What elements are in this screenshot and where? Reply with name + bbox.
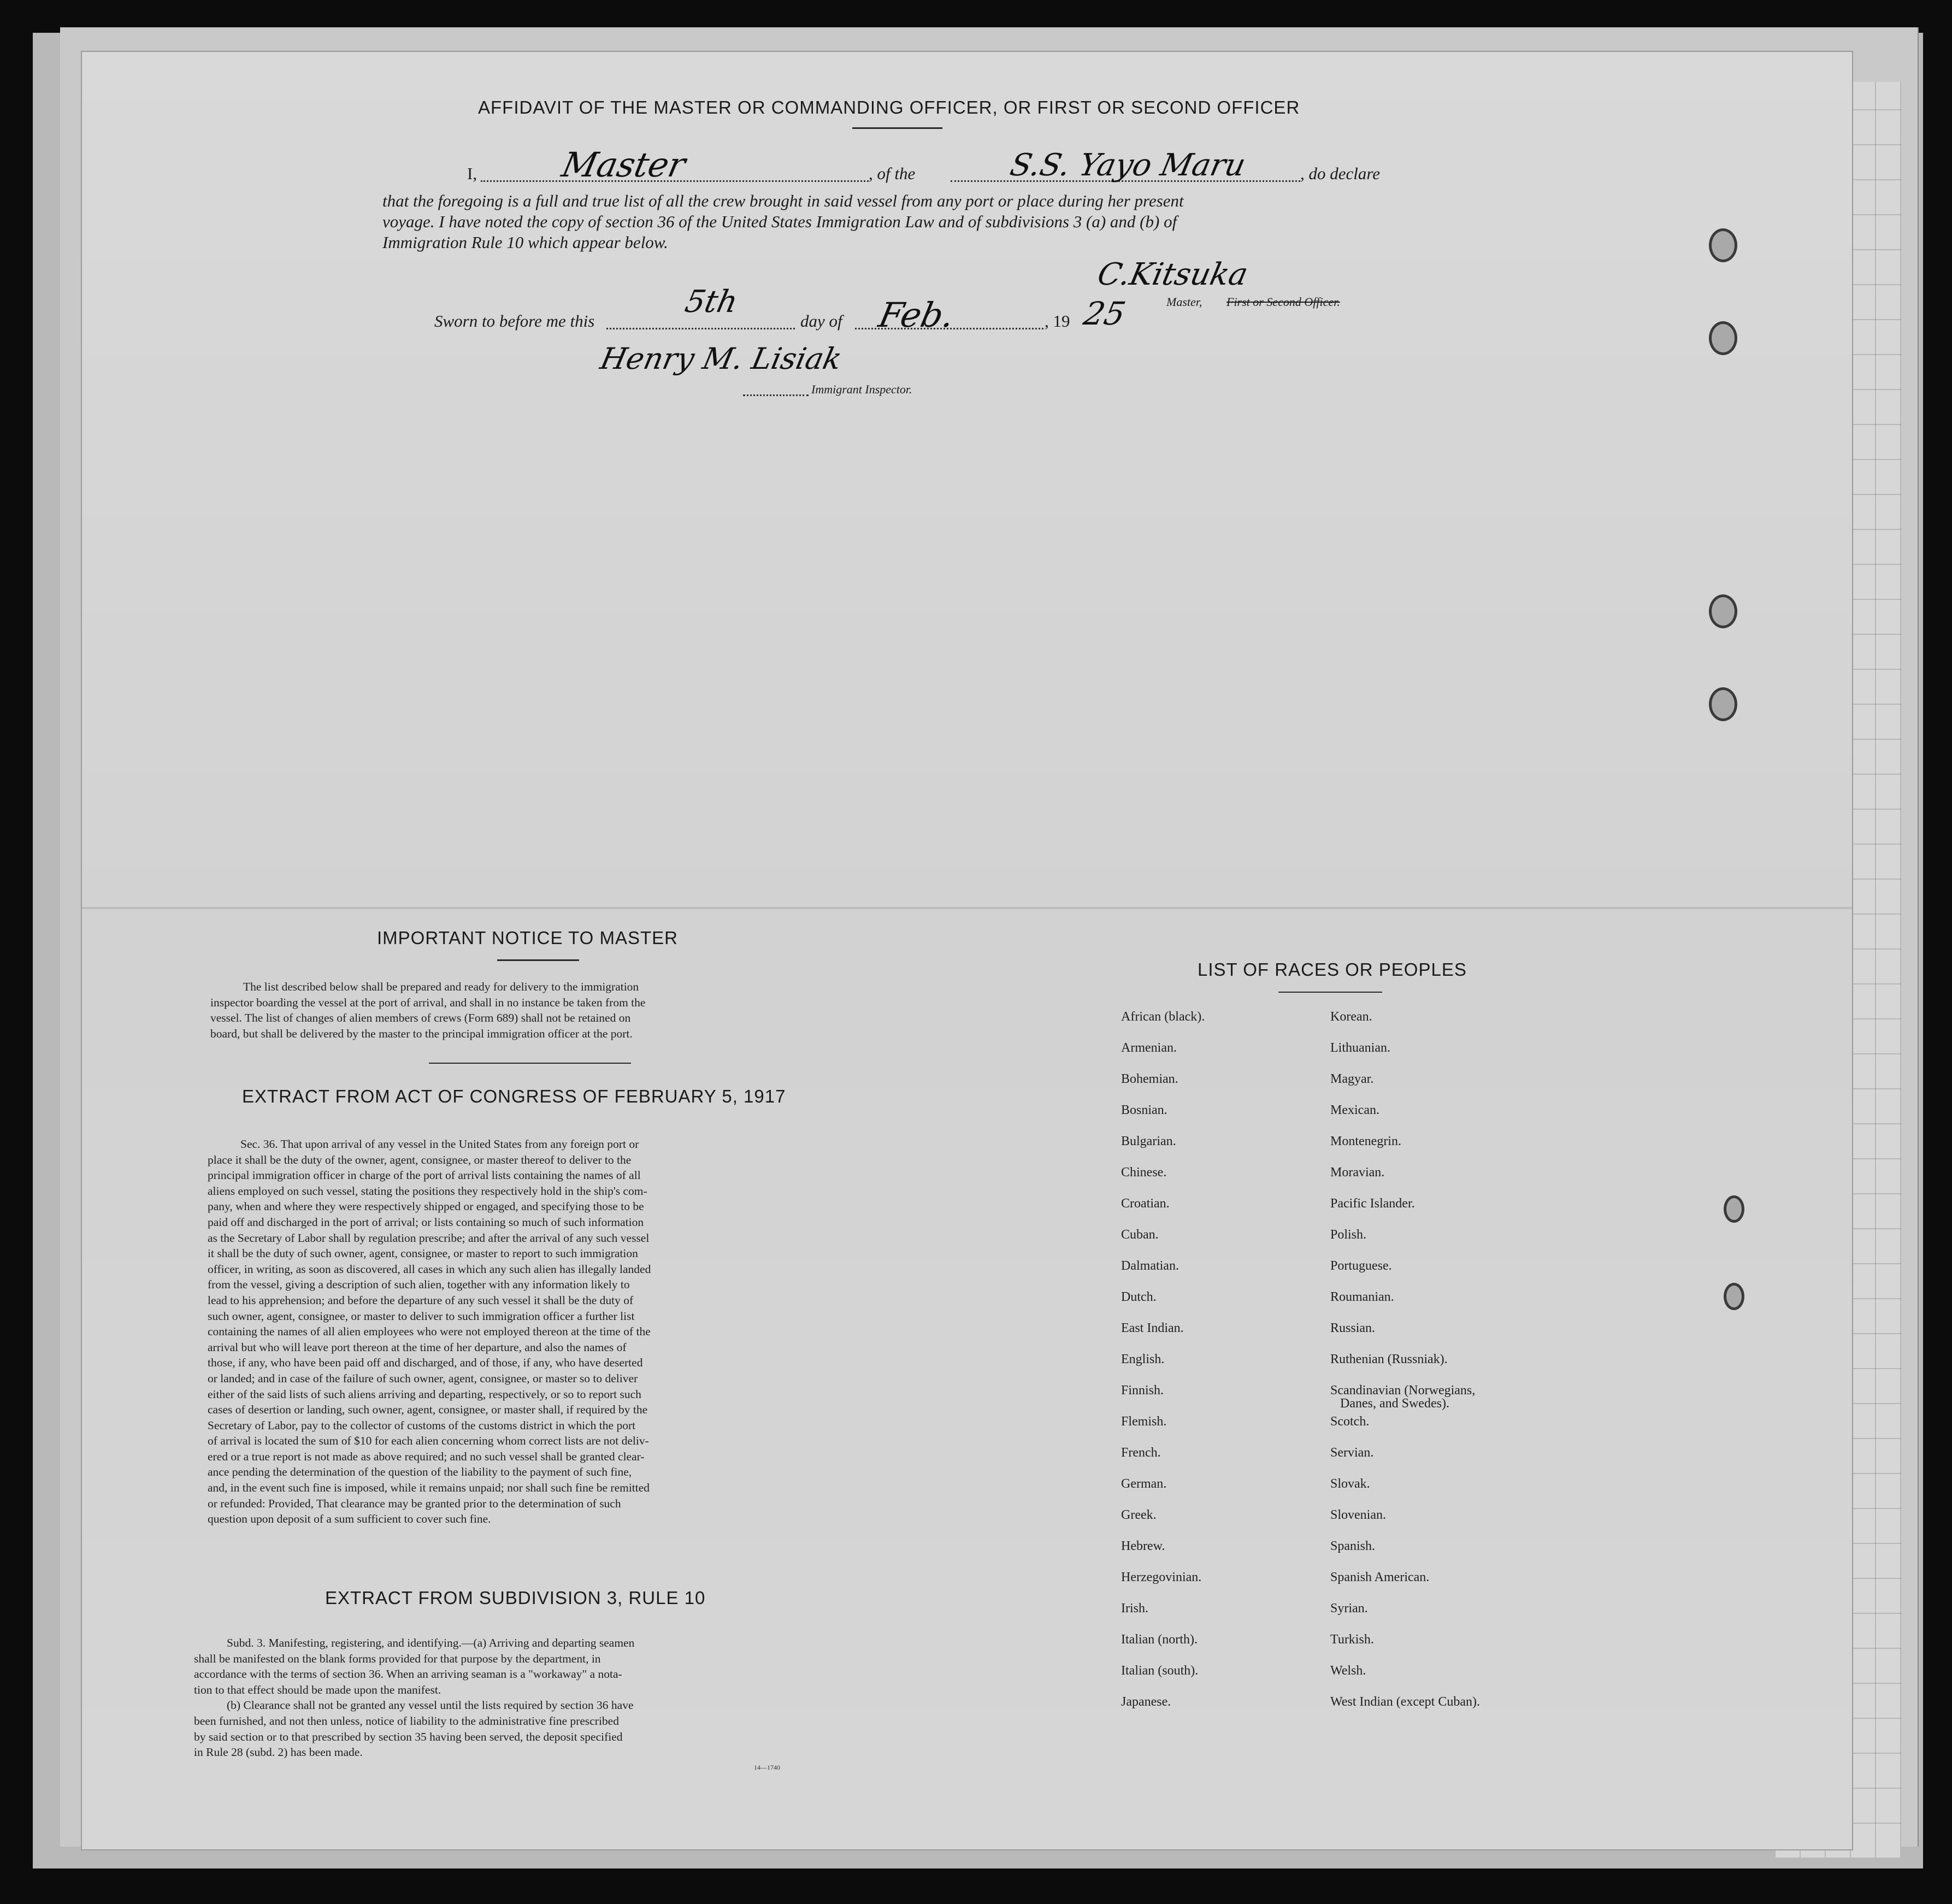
punch-hole-icon (1709, 594, 1737, 628)
race-list-item: Russian. (1330, 1321, 1376, 1335)
race-list-item: Scotch. (1330, 1414, 1370, 1429)
race-list-item: Chinese. (1121, 1165, 1167, 1180)
race-list-item: Italian (north). (1121, 1632, 1198, 1647)
race-list-item: Magyar. (1330, 1072, 1374, 1086)
race-list-item: Slovenian. (1330, 1508, 1386, 1522)
race-list-item: Finnish. (1121, 1383, 1164, 1398)
inspector-line (743, 394, 809, 396)
month-handwriting: Feb. (875, 295, 958, 335)
notice-title: IMPORTANT NOTICE TO MASTER (377, 928, 679, 948)
inspector-signature: Henry M. Lisiak (597, 341, 845, 376)
act-line: those, if any, who have been paid off and discharged, and of those, if any, who have deserted (208, 1356, 643, 1370)
race-list-item: Scandinavian (Norwegians, (1330, 1383, 1476, 1398)
act-line: either of the said lists of such aliens arriving and departing, respectively, or so to report such (208, 1387, 641, 1401)
affidavit-line-2: voyage. I have noted the copy of section 36 of the United States Immigration Law and of subdivisions 3 (a) and (b) of (382, 212, 1177, 231)
sworn-label: Sworn to before me this (434, 311, 595, 331)
officer-rank-handwriting: Master (558, 145, 689, 185)
rule-line: shall be manifested on the blank forms provided for that purpose by the department, in (194, 1652, 601, 1665)
race-list-item: Hebrew. (1121, 1539, 1165, 1553)
year-prefix: , 19 (1045, 311, 1070, 331)
race-list-item: Korean. (1330, 1010, 1372, 1024)
punch-hole-icon (1724, 1195, 1744, 1223)
section-rule (429, 1063, 631, 1064)
affidavit-page (82, 52, 1852, 1849)
race-list-item: Roumanian. (1330, 1290, 1394, 1304)
act-line: lead to his apprehension; and before the departure of any such vessel it shall be the duty of (208, 1293, 634, 1307)
act-line: or landed; and in case of the failure of such owner, agent, consignee, or master so to deliver (208, 1371, 638, 1385)
act-line: aliens employed on such vessel, stating the positions they respectively hold in the ship's com- (208, 1184, 647, 1198)
race-list-item: Montenegrin. (1330, 1134, 1401, 1148)
form-number: 14—1740 (754, 1764, 780, 1771)
race-list-item: West Indian (except Cuban). (1330, 1695, 1480, 1709)
race-list-item: Welsh. (1330, 1664, 1366, 1678)
notice-rule (497, 959, 579, 961)
act-line: from the vessel, giving a description of such alien, together with any information likely to (208, 1278, 630, 1292)
act-line: as the Secretary of Labor shall by regulation prescribe; and after the arrival of any such vessel (208, 1231, 650, 1245)
master-title-label: Master, (1166, 295, 1202, 309)
declarant-i-label: I, (467, 164, 477, 183)
act-line: it shall be the duty of such owner, agent, consignee, or master to report to such immigration (208, 1247, 638, 1260)
race-list-item: Dalmatian. (1121, 1259, 1179, 1273)
race-list-item: English. (1121, 1352, 1165, 1366)
of-the-label: , of the (869, 164, 916, 183)
race-list-item: Armenian. (1121, 1041, 1177, 1055)
race-list-item: Polish. (1330, 1228, 1367, 1242)
race-list-item: French. (1121, 1446, 1161, 1460)
act-line: containing the names of all alien employees who were not employed thereon at the time of the (208, 1325, 651, 1339)
race-list-item: Dutch. (1121, 1290, 1157, 1304)
day-handwriting: 5th (682, 284, 741, 320)
race-list-item: Italian (south). (1121, 1664, 1199, 1678)
act-line: officer, in writing, as soon as discovered, all cases in which any such alien has illegally landed (208, 1262, 651, 1276)
page-fold (82, 907, 1852, 909)
act-line: cases of desertion or landing, such owner, agent, consignee, or master shall, if required by the (208, 1403, 648, 1417)
act-extract-text (208, 1136, 839, 1527)
race-list-item: Syrian. (1330, 1601, 1368, 1616)
race-list-item: Bohemian. (1121, 1072, 1178, 1086)
title-rule (852, 127, 942, 129)
race-list-item: Ruthenian (Russniak). (1330, 1352, 1448, 1366)
act-line: arrival but who will leave port thereon at the time of her departure, and also the names of (208, 1340, 627, 1354)
notice-line: The list described below shall be prepared and ready for delivery to the immigration (243, 980, 639, 993)
punch-hole-icon (1709, 687, 1737, 721)
race-list-item: Portuguese. (1330, 1259, 1392, 1273)
punch-hole-icon (1724, 1283, 1744, 1310)
day-of-label: day of (800, 311, 842, 331)
act-line: pany, when and where they were respectively shipped or engaged, and specifying those to be (208, 1200, 644, 1213)
act-line: and, in the event such fine is imposed, while it remains unpaid; nor shall such fine be remitted (208, 1481, 650, 1495)
race-list-item: Bulgarian. (1121, 1134, 1176, 1148)
race-list-item: Turkish. (1330, 1632, 1374, 1647)
race-list-item: Irish. (1121, 1601, 1148, 1616)
act-extract-title: EXTRACT FROM ACT OF CONGRESS OF FEBRUARY 5, 1917 (242, 1086, 786, 1106)
act-line: principal immigration officer in charge of the port of arrival lists containing the names of all (208, 1169, 641, 1182)
rule-line: in Rule 28 (subd. 2) has been made. (194, 1746, 363, 1759)
notice-line: board, but shall be delivered by the master to the principal immigration officer at the port. (210, 1027, 633, 1040)
rule-line: by said section or to that prescribed by section 35 having been served, the deposit specified (194, 1730, 623, 1743)
races-title: LIST OF RACES OR PEOPLES (1198, 959, 1467, 980)
master-title-struck-label: First or Second Officer. (1226, 295, 1340, 309)
race-list-item: African (black). (1121, 1010, 1205, 1024)
race-list-item: Lithuanian. (1330, 1041, 1390, 1055)
race-list-item: German. (1121, 1477, 1167, 1491)
race-list-item: Spanish. (1330, 1539, 1376, 1553)
affidavit-line-1: that the foregoing is a full and true list of all the crew brought in said vessel from any port or place during her present (382, 191, 1184, 210)
act-line: or refunded: Provided, That clearance may be granted prior to the determination of such (208, 1496, 621, 1510)
rule-line: been furnished, and not then unless, notice of liability to the administrative fine prescribed (194, 1714, 619, 1728)
rule-line: accordance with the terms of section 36. When an arriving seaman is a "workaway" a nota- (194, 1667, 622, 1681)
act-line: paid off and discharged in the port of arrival; or lists containing so much of such information (208, 1215, 644, 1229)
race-list-item: Croatian. (1121, 1196, 1170, 1211)
race-list-item: Servian. (1330, 1446, 1374, 1460)
affidavit-title: AFFIDAVIT OF THE MASTER OR COMMANDING OFFICER, OR FIRST OR SECOND OFFICER (478, 97, 1300, 117)
do-declare-label: , do declare (1300, 164, 1381, 183)
act-line: place it shall be the duty of the owner, agent, consignee, or master thereof to deliver to the (208, 1153, 632, 1166)
rule-extract-title: EXTRACT FROM SUBDIVISION 3, RULE 10 (325, 1588, 706, 1608)
race-list-item: Spanish American. (1330, 1570, 1430, 1584)
race-list-item: Japanese. (1121, 1695, 1171, 1709)
race-list-item: Danes, and Swedes). (1340, 1396, 1449, 1411)
race-list-item: Moravian. (1330, 1165, 1385, 1180)
notice-text (210, 979, 839, 1041)
punch-hole-icon (1709, 321, 1737, 355)
act-line: Secretary of Labor, pay to the collector of customs of the customs district in which the port (208, 1418, 636, 1432)
rule-line: (b) Clearance shall not be granted any vessel until the lists required by section 36 have (227, 1699, 634, 1712)
inspector-label: Immigrant Inspector. (811, 382, 912, 396)
vessel-name-handwriting: S.S. Yayo Maru (1007, 148, 1249, 183)
race-list-item: Herzegovinian. (1121, 1570, 1202, 1584)
act-line: question upon deposit of a sum sufficient to cover such fine. (208, 1512, 491, 1526)
rule-line: tion to that effect should be made upon the manifest. (194, 1683, 441, 1696)
race-list-item: Cuban. (1121, 1228, 1159, 1242)
punch-hole-icon (1709, 228, 1737, 262)
race-list-item: Mexican. (1330, 1103, 1379, 1117)
race-list-item: Flemish. (1121, 1414, 1167, 1429)
affidavit-line-3: Immigration Rule 10 which appear below. (382, 233, 668, 252)
rule-line: Subd. 3. Manifesting, registering, and identifying.—(a) Arriving and departing seamen (227, 1636, 635, 1649)
rule-extract-text (194, 1635, 833, 1760)
race-list-item: East Indian. (1121, 1321, 1184, 1335)
race-list-item: Pacific Islander. (1330, 1196, 1415, 1211)
act-line: Sec. 36. That upon arrival of any vessel in the United States from any foreign port or (240, 1137, 639, 1151)
master-signature: C.Kitsuka (1094, 257, 1251, 292)
race-list-item: Greek. (1121, 1508, 1157, 1522)
act-line: ance pending the determination of the question of the liability to the payment of such fine, (208, 1465, 632, 1479)
notice-line: vessel. The list of changes of alien members of crews (Form 689) shall not be retained on (210, 1011, 631, 1025)
day-line (606, 328, 795, 329)
act-line: ered or a true report is not made as above required; and no such vessel shall be granted clear- (208, 1449, 645, 1463)
race-list-item: Bosnian. (1121, 1103, 1167, 1117)
race-list-item: Slovak. (1330, 1477, 1370, 1491)
act-line: such owner, agent, consignee, or master to deliver to such immigration officer a further list (208, 1309, 635, 1323)
year-handwriting: 25 (1080, 295, 1129, 332)
races-rule (1278, 992, 1382, 993)
notice-line: inspector boarding the vessel at the port of arrival, and shall in no instance be taken from the (210, 995, 646, 1009)
act-line: of arrival is located the sum of $10 for each alien concerning whom correct lists are not deliv- (208, 1434, 649, 1448)
